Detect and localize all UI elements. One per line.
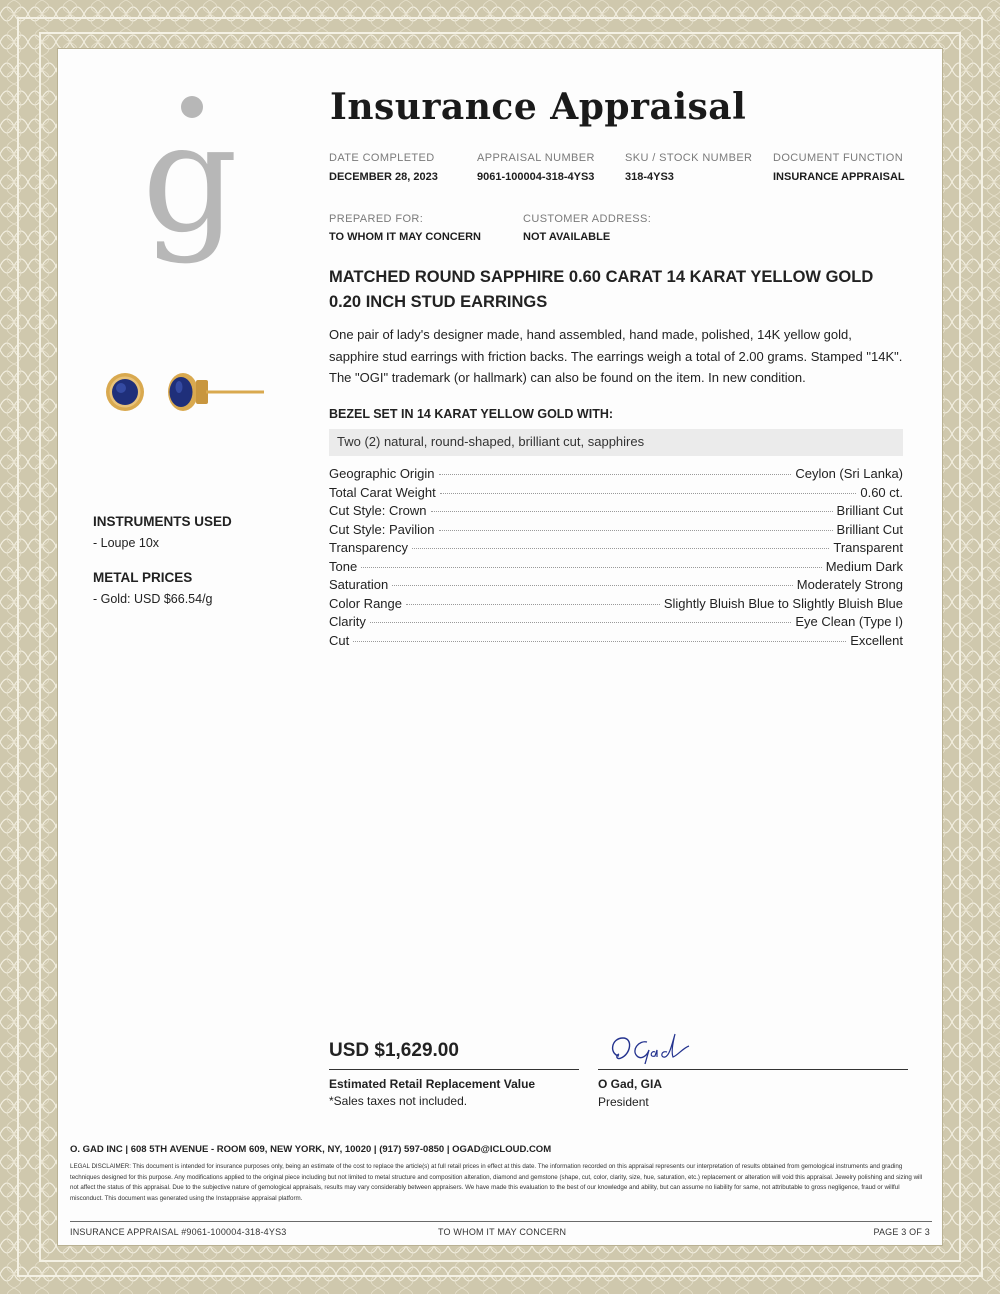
spec-leader-dots [353, 641, 846, 642]
spec-value: Ceylon (Sri Lanka) [795, 466, 903, 481]
spec-row [329, 522, 903, 541]
spec-value: Medium Dark [825, 558, 903, 574]
item-description: One pair of lady's designer made, hand assembled, hand made, polished, 14K yellow gold, sapphire stud earrings with friction backs. The earrings weigh a total of 2.00 grams. Stamped "14K". The "OGI" trademark (or hallmark) can also be found on the item. In new condition. [329, 327, 903, 385]
date-completed-value: DECEMBER 28, 2023 [329, 171, 438, 183]
spec-label: Geographic Origin [329, 466, 435, 481]
spec-leader-dots [370, 622, 792, 623]
spec-value: Slightly Bluish Blue to Slightly Bluish Blue [663, 595, 903, 611]
signer-name: O Gad, GIA [598, 1077, 663, 1091]
spec-label: Cut [329, 632, 350, 648]
footer-left: INSURANCE APPRAISAL #9061-100004-318-4YS3 [70, 1227, 287, 1237]
legal-disclaimer: LEGAL DISCLAIMER: This document is intended for insurance purposes only, being an estimate of the cost to replace the article(s) at full retail prices in effect at this date. The information recorded on this appraisal represents our interpretation of results obtained from gemological instruments and grading techniques designed for this purpose. Any modifications applied to the original piece including but not limited to metal structure and composition alteration, diamond and gemstone (shape, cut, color, clarity, size, hue, saturation, etc.) replacement or alteration will void this appraisal. Jewelry polishing and sizing will not affect the status of this appraisal. Due to the subjective nature of gemological appraisals, results may vary considerably between appraisers. We have made this evaluation to the best of our knowledge and ability, but can assume no liability for same, not attributable to gross negligence, fraud or willful misconduct. This document was generated using the Instappraise appraisal platform. [70, 1163, 923, 1202]
item-title: MATCHED ROUND SAPPHIRE 0.60 CARAT 14 KARAT YELLOW GOLD 0.20 INCH STUD EARRINGS [329, 268, 874, 311]
signature-image [605, 1030, 700, 1070]
footer-page-number: PAGE 3 OF 3 [873, 1227, 930, 1237]
metal-prices-heading: METAL PRICES [93, 570, 193, 585]
document-title: Insurance Appraisal [330, 86, 747, 128]
spec-label: Cut Style: Crown [329, 503, 427, 518]
prepared-for-value: TO WHOM IT MAY CONCERN [329, 231, 481, 243]
spec-table [329, 466, 903, 651]
spec-row [329, 503, 903, 522]
prepared-for-label: PREPARED FOR: [329, 213, 424, 225]
spec-value: 0.60 ct. [860, 484, 903, 500]
spec-label: Color Range [329, 595, 402, 611]
appraisal-number-value: 9061-100004-318-4YS3 [477, 171, 595, 183]
sku-label: SKU / STOCK NUMBER [625, 152, 753, 164]
earrings-image [100, 362, 270, 422]
spec-label: Cut Style: Pavilion [329, 521, 435, 537]
spec-leader-dots [392, 585, 793, 586]
spec-row [329, 614, 903, 633]
spec-row [329, 540, 903, 559]
price-label: Estimated Retail Replacement Value [329, 1077, 536, 1091]
spec-row [329, 577, 903, 596]
bezel-heading: BEZEL SET IN 14 KARAT YELLOW GOLD WITH: [329, 407, 614, 421]
spec-value: Excellent [850, 632, 903, 648]
spec-label: Transparency [329, 540, 408, 555]
spec-leader-dots [431, 511, 833, 512]
spec-leader-dots [361, 567, 822, 568]
spec-value: Moderately Strong [796, 577, 903, 592]
instruments-heading: INSTRUMENTS USED [93, 514, 232, 529]
spec-label: Clarity [329, 614, 366, 629]
spec-row [329, 559, 903, 578]
spec-leader-dots [412, 548, 829, 549]
spec-value: Brilliant Cut [836, 503, 903, 518]
spec-value: Transparent [833, 540, 903, 555]
stones-line: Two (2) natural, round-shaped, brilliant cut, sapphires [329, 429, 903, 456]
price-divider [329, 1069, 579, 1070]
svg-text:g: g [141, 95, 239, 266]
instruments-item: - Loupe 10x [93, 536, 160, 550]
spec-label: Tone [329, 558, 358, 574]
spec-leader-dots [440, 493, 857, 494]
spec-row [329, 596, 903, 615]
document-function-value: INSURANCE APPRAISAL [773, 171, 905, 183]
spec-row [329, 485, 903, 504]
spec-label: Saturation [329, 577, 389, 592]
spec-label: Total Carat Weight [329, 484, 436, 500]
appraised-price: USD $1,629.00 [329, 1040, 459, 1061]
customer-address-value: NOT AVAILABLE [523, 231, 611, 243]
spec-leader-dots [406, 604, 660, 605]
document-function-label: DOCUMENT FUNCTION [773, 152, 904, 164]
footer-center: TO WHOM IT MAY CONCERN [438, 1227, 567, 1237]
spec-value: Eye Clean (Type I) [795, 614, 903, 629]
spec-row [329, 466, 903, 485]
footer-divider [70, 1221, 932, 1222]
appraisal-number-label: APPRAISAL NUMBER [477, 152, 595, 164]
spec-row [329, 633, 903, 652]
signer-title: President [598, 1095, 649, 1109]
spec-leader-dots [439, 474, 792, 475]
metal-prices-item: - Gold: USD $66.54/g [93, 592, 213, 606]
customer-address-label: CUSTOMER ADDRESS: [523, 213, 652, 225]
price-note: *Sales taxes not included. [329, 1094, 468, 1108]
spec-value: Brilliant Cut [836, 521, 903, 537]
logo-g-icon [140, 95, 240, 275]
date-completed-label: DATE COMPLETED [329, 152, 435, 164]
spec-leader-dots [439, 530, 833, 531]
company-line: O. GAD INC | 608 5TH AVENUE - ROOM 609, NEW YORK, NY, 10020 | (917) 597-0850 | OGAD@ICLOUD.COM [70, 1144, 552, 1155]
sku-value: 318-4YS3 [625, 171, 674, 183]
